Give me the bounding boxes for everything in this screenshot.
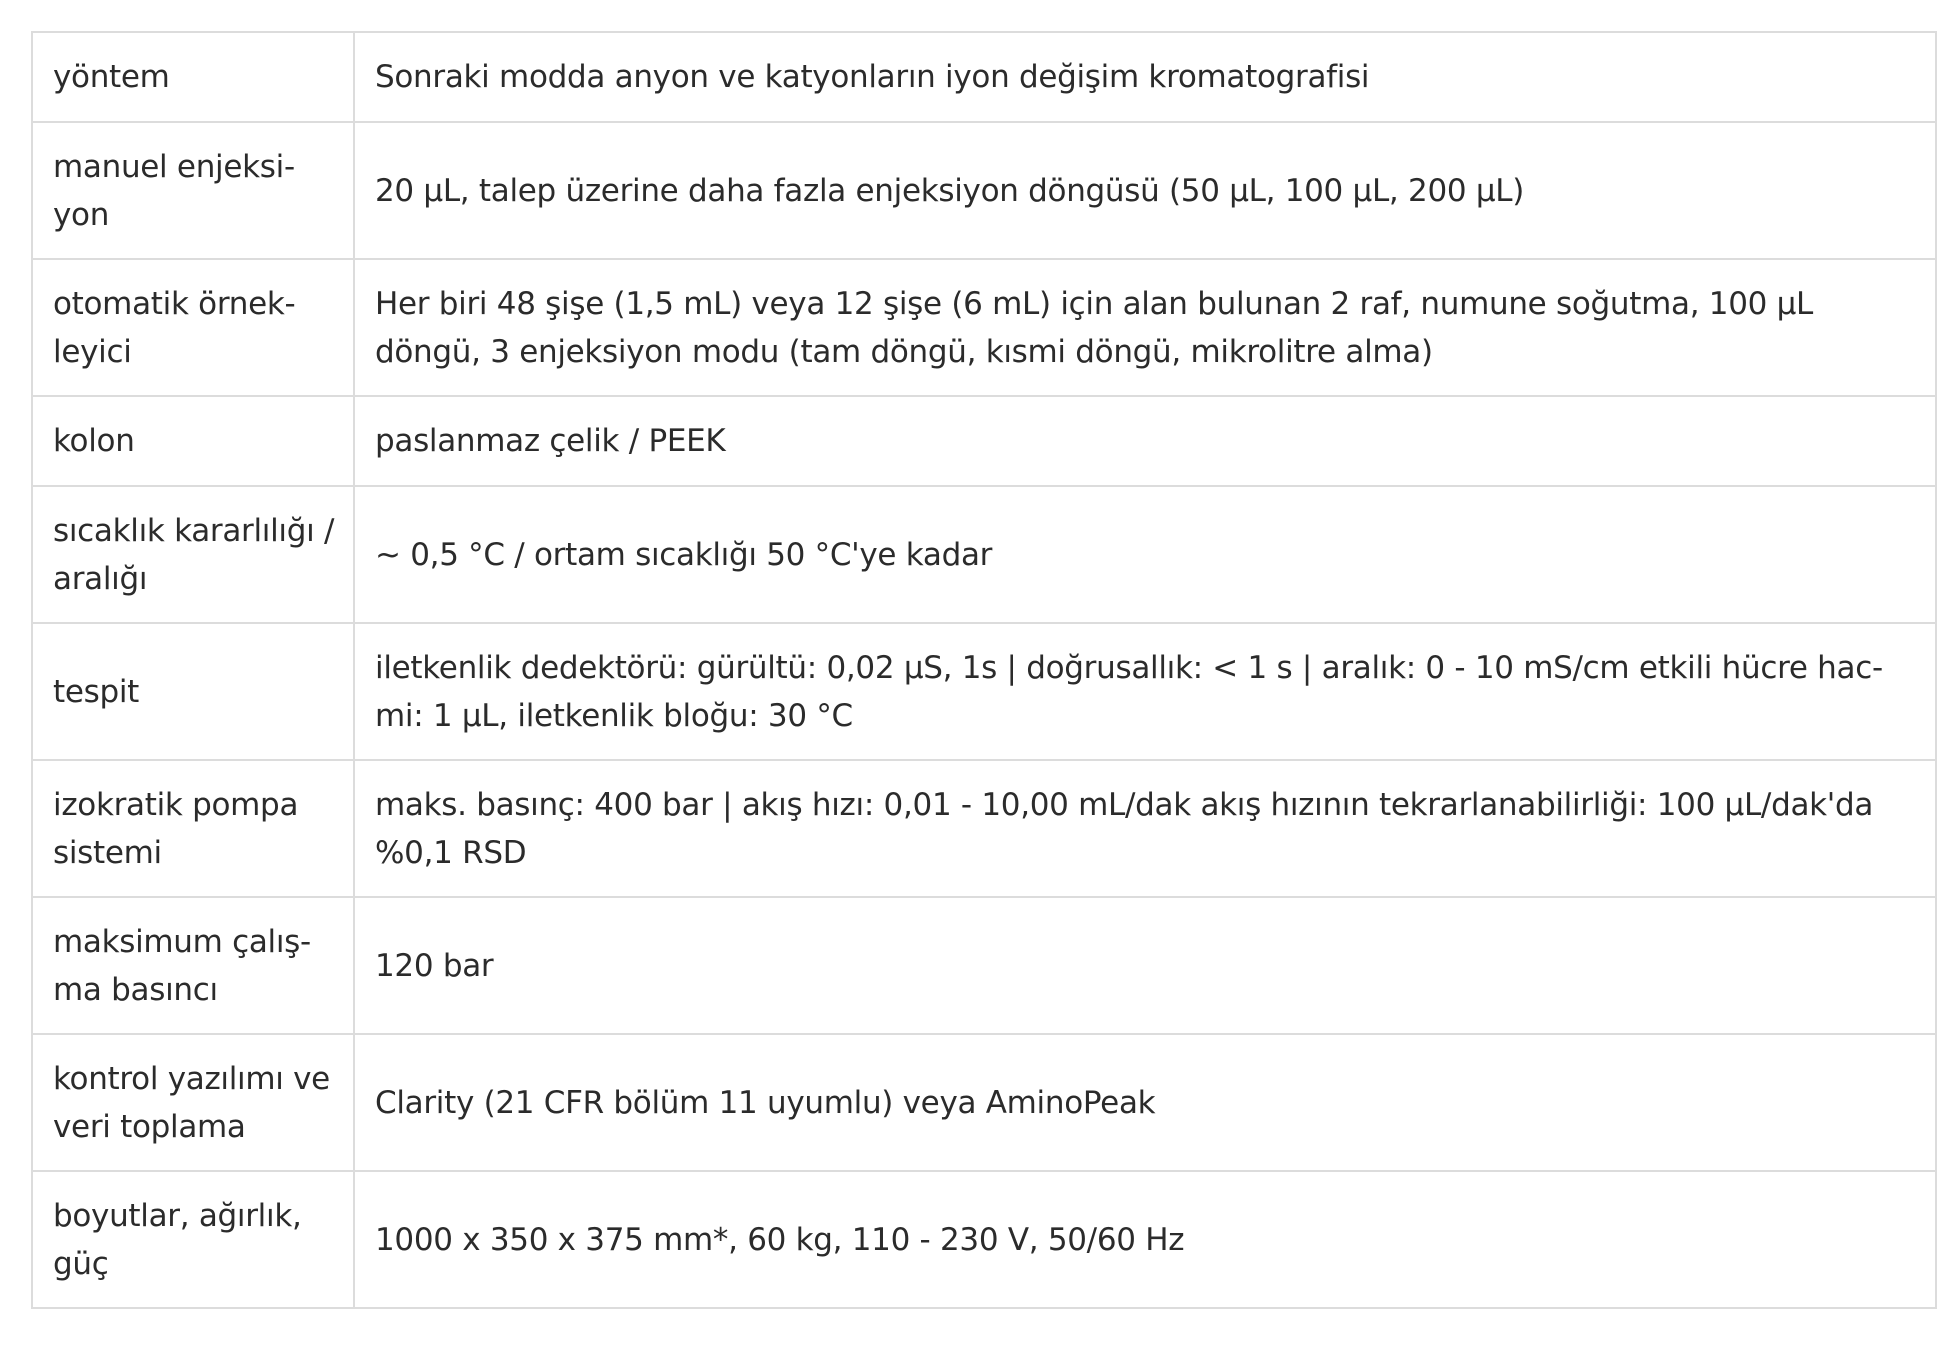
table-row-detection — [32, 623, 1936, 760]
row-label: yöntem — [32, 32, 354, 122]
row-value: iletkenlik dedektörü: gürültü: 0,02 µS, 1s | doğrusallık: < 1 s | aralık: 0 - 10 mS/cm etkili hücre hac-​mi: 1 µL, iletkenlik bloğu: 30 °C — [354, 623, 1936, 760]
row-value: Her biri 48 şişe (1,5 mL) veya 12 şişe (6 mL) için alan bulunan 2 raf, numune soğutma, 100 µL döngü, 3 enjeksiyon modu (tam döngü, kısmi döngü, mikrolitre alma) — [354, 259, 1936, 396]
row-label: maksimum çalış-​ma basıncı — [32, 897, 354, 1034]
table-row-method — [32, 32, 1936, 122]
row-label: izokratik pompa sistemi — [32, 760, 354, 897]
table-row-pump-system — [32, 760, 1936, 897]
row-value: Clarity (21 CFR bölüm 11 uyumlu) veya AminoPeak — [354, 1034, 1936, 1171]
row-label: boyutlar, ağırlık, güç — [32, 1171, 354, 1308]
row-value: 20 µL, talep üzerine daha fazla enjeksiyon döngüsü (50 µL, 100 µL, 200 µL) — [354, 122, 1936, 259]
spec-table — [31, 31, 1937, 1309]
row-label: sıcaklık kararlılığı / aralığı — [32, 486, 354, 623]
row-label: tespit — [32, 623, 354, 760]
table-row-max-pressure — [32, 897, 1936, 1034]
table-row-temperature — [32, 486, 1936, 623]
row-value: 1000 x 350 x 375 mm*, 60 kg, 110 - 230 V, 50/60 Hz — [354, 1171, 1936, 1308]
row-label: manuel enjeksi-​yon — [32, 122, 354, 259]
row-value: paslanmaz çelik / PEEK — [354, 396, 1936, 486]
table-row-autosampler — [32, 259, 1936, 396]
table-row-software — [32, 1034, 1936, 1171]
row-value: maks. basınç: 400 bar | akış hızı: 0,01 - 10,00 mL/dak akış hızının tekrarlanabilirliği: 100 µL/dak'da %0,1 RSD — [354, 760, 1936, 897]
row-label: otomatik örnek-​leyici — [32, 259, 354, 396]
row-label: kolon — [32, 396, 354, 486]
row-label: kontrol yazılımı ve veri toplama — [32, 1034, 354, 1171]
table-row-dimensions — [32, 1171, 1936, 1308]
row-value: 120 bar — [354, 897, 1936, 1034]
table-row-manual-injection — [32, 122, 1936, 259]
table-row-column — [32, 396, 1936, 486]
row-value: Sonraki modda anyon ve katyonların iyon değişim kromatografisi — [354, 32, 1936, 122]
row-value: ~ 0,5 °C / ortam sıcaklığı 50 °C'ye kadar — [354, 486, 1936, 623]
